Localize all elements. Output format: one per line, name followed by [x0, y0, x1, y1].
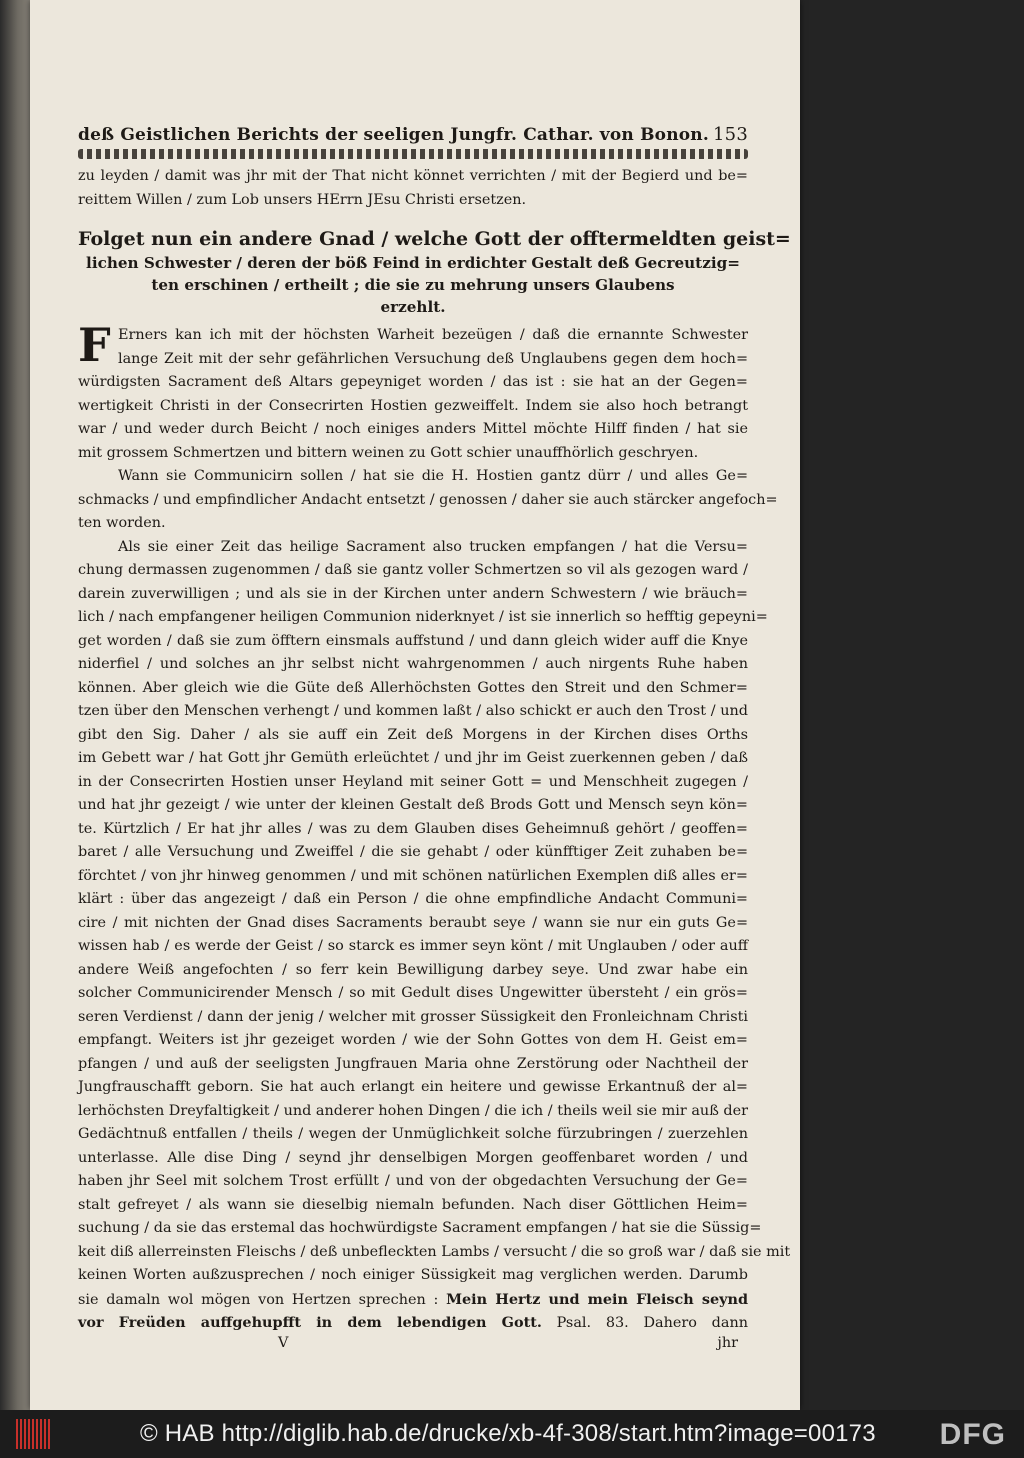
text-line: baret / alle Versuchung und Zweiffel / die sie gehabt / oder künfftiger Zeit zuhaben be=: [78, 844, 748, 860]
page-foot: [78, 1335, 748, 1351]
text-line: lichen Schwester / deren der böß Feind in erdichter Gestalt deß Gecreutzig=: [86, 254, 740, 272]
text-line: haben jhr Seel mit solchem Trost erfüllt / und von der obgedachten Versuchung der Ge=: [78, 1173, 748, 1189]
scripture-quote: vor Freüden auffgehupfft in dem lebendigen Gott.: [78, 1314, 542, 1331]
barcode-icon: [16, 1419, 50, 1449]
text-line: zu leyden / damit was jhr mit der That nicht könnet verrichten / mit der Begierd und be=: [78, 168, 748, 184]
line-text: Psal. 83. Dahero dann: [556, 1315, 748, 1331]
text-line: darein zuverwilligen ; und als sie in der Kirchen unter andern Schwestern / wie bräuch=: [78, 585, 748, 602]
text-line: [78, 1288, 748, 1312]
text-line: pfangen / und auß der seeligsten Jungfrauen Maria ohne Zerstörung oder Nachtheil der: [78, 1055, 748, 1072]
paragraph-1: [78, 318, 748, 465]
text-line: würdigsten Sacrament deß Altars gepeyniget worden / das ist : sie hat an der Gegen=: [78, 374, 748, 390]
text-line: Jungfrauschafft geborn. Sie hat auch erlangt ein heitere und gewisse Erkantnuß der al=: [78, 1079, 748, 1095]
text-line: niderfiel / und solches an jhr selbst nicht wahrgenommen / auch nirgents Ruhe haben: [78, 656, 748, 672]
text-line: lange Zeit mit der sehr gefährlichen Versuchung deß Unglaubens gegen dem hoch=: [118, 350, 748, 367]
running-head: [78, 124, 748, 145]
text-line: mit grossem Schmertzen und bittern weinen zu Gott schier unauffhörlich geschryen.: [78, 444, 699, 461]
text-line: get worden / daß sie zum öfftern einsmals auffstund / und dann gleich wider auff die Knye: [78, 632, 748, 649]
text-line: Folget nun ein andere Gnad / welche Gott der offtermeldten geist=: [78, 228, 791, 250]
text-line: förchtet / von jhr hinweg genommen / und mit schönen natürlichen Exemplen diß alles er=: [78, 867, 748, 884]
text-line: wertigkeit Christi in der Consecrirten Hostien gezweiffelt. Indem sie also hoch betrangt: [78, 397, 748, 414]
text-line: in der Consecrirten Hostien unser Heyland mit seiner Gott = und Menschheit zugegen /: [78, 773, 748, 790]
text-line: können. Aber gleich wie die Güte deß Allerhöchsten Gottes den Streit und den Schmer=: [78, 679, 748, 696]
page-content: [78, 124, 791, 1351]
text-line: erzehlt.: [380, 298, 446, 316]
text-line: schmacks / und empfindlicher Andacht entsetzt / genossen / daher sie auch stärcker angefoch=: [78, 491, 778, 508]
closing-lines: [78, 1288, 748, 1335]
line-text: sie damaln wol mögen von Hertzen sprechen :: [78, 1291, 439, 1308]
footer-link[interactable]: © HAB http://diglib.hab.de/drucke/xb-4f-308/start.htm?image=00173: [140, 1420, 876, 1447]
viewer-footer: [0, 1410, 1024, 1458]
section-heading: [78, 226, 791, 318]
dfg-logo: DFG: [939, 1418, 1006, 1451]
text-line: te. Kürtzlich / Er hat jhr alles / was zu dem Glauben dises Geheimnuß gehört / geoffen=: [78, 820, 748, 837]
book-page: [30, 0, 800, 1410]
text-line: stalt gefreyet / als wann sie dieselbig niemaln befunden. Nach diser Göttlichen Heim=: [78, 1196, 748, 1213]
text-line: Wann sie Communicirn sollen / hat sie die H. Hostien gantz dürr / und alles Ge=: [118, 468, 748, 484]
text-line: gibt den Sig. Daher / als sie auff ein Zeit deß Morgens in der Kirchen dises Orths: [78, 726, 748, 743]
page-number: 153: [713, 124, 748, 145]
text-line: tzen über den Menschen verhengt / und kommen laßt / also schickt er auch den Trost / und: [78, 703, 748, 719]
text-line: keit diß allerreinsten Fleischs / deß unbefleckten Lambs / versucht / die so groß war / daß sie mit: [78, 1243, 791, 1260]
paragraph-2: [78, 465, 778, 536]
text-line: ten worden.: [78, 515, 166, 531]
text-line: im Gebett war / hat Gott jhr Gemüth erleüchtet / und jhr im Geist zuerkennen geben / daß: [78, 750, 748, 766]
ornament-rule: [78, 149, 748, 159]
catchword: jhr: [717, 1334, 738, 1351]
text-line: reittem Willen / zum Lob unsers HErrn JEsu Christi ersetzen.: [78, 191, 527, 208]
text-line: Als sie einer Zeit das heilige Sacrament also trucken empfangen / hat die Versu=: [118, 538, 748, 555]
text-line: solcher Communicirender Mensch / so mit Gedult dises Ungewitter übersteht / ein grös=: [78, 985, 748, 1001]
signature-mark: V: [278, 1334, 289, 1351]
text-line: seren Verdienst / dann der jenig / welcher mit grosser Süssigkeit den Fronleichnam Christi: [78, 1008, 748, 1025]
text-line: ten erschinen / ertheilt ; die sie zu mehrung unsers Glaubens: [151, 276, 675, 294]
scripture-quote: Mein Hertz und mein Fleisch seynd: [446, 1290, 749, 1308]
intro-text: [78, 165, 748, 212]
text-line: und hat jhr gezeigt / wie unter der kleinen Gestalt deß Brods Gott und Mensch seyn kön=: [78, 797, 748, 813]
text-line: keinen Worten außzusprechen / noch einiger Süssigkeit mag verglichen werden. Darumb: [78, 1267, 748, 1283]
text-line: klärt : über das angezeigt / daß ein Person / die ohne empfindliche Andacht Communi=: [78, 891, 748, 907]
text-line: war / und weder durch Beicht / noch einiges anders Mittel möchte Hilff finden / hat sie: [78, 421, 748, 437]
text-line: [78, 1311, 748, 1335]
text-line: cire / mit nichten der Gnad dises Sacraments beraubt seye / wann sie nur ein guts Ge=: [78, 914, 748, 931]
text-line: andere Weiß angefochten / so ferr kein Bewilligung darbey seye. Und zwar habe ein: [78, 961, 748, 978]
text-line: chung dermassen zugenommen / daß sie gantz voller Schmertzen so vil als gezogen ward /: [78, 562, 748, 578]
text-line: lerhöchsten Dreyfaltigkeit / und anderer hohen Dingen / die ich / theils weil sie mir auß der: [78, 1102, 748, 1119]
text-line: Erners kan ich mit der höchsten Warheit bezeügen / daß die ernannte Schwester F: [78, 318, 748, 372]
text-line: Gedächtnuß entfallen / theils / wegen der Unmüglichkeit solche fürzubringen / zuerzehlen: [78, 1126, 748, 1142]
text-line: empfangt. Weiters ist jhr gezeiget worden / wie der Sohn Gottes von dem H. Geist em=: [78, 1032, 748, 1048]
text-line: suchung / da sie das erstemal das hochwürdigste Sacrament empfangen / hat sie die Süssig=: [78, 1220, 762, 1236]
text-line: wissen hab / es werde der Geist / so starck es immer seyn könt / mit Unglauben / oder auff: [78, 938, 748, 954]
paragraph-3: [78, 536, 791, 1288]
running-head-title: deß Geistlichen Berichts der seeligen Jungfr. Cathar. von Bonon.: [78, 125, 709, 145]
text-line: unterlasse. Alle dise Ding / seynd jhr denselbigen Morgen geoffenbaret worden / und: [78, 1149, 748, 1166]
drop-cap: F: [78, 318, 111, 372]
text-line: lich / nach empfangener heiligen Communion niderknyet / ist sie innerlich so hefftig gepeyni=: [78, 609, 768, 625]
